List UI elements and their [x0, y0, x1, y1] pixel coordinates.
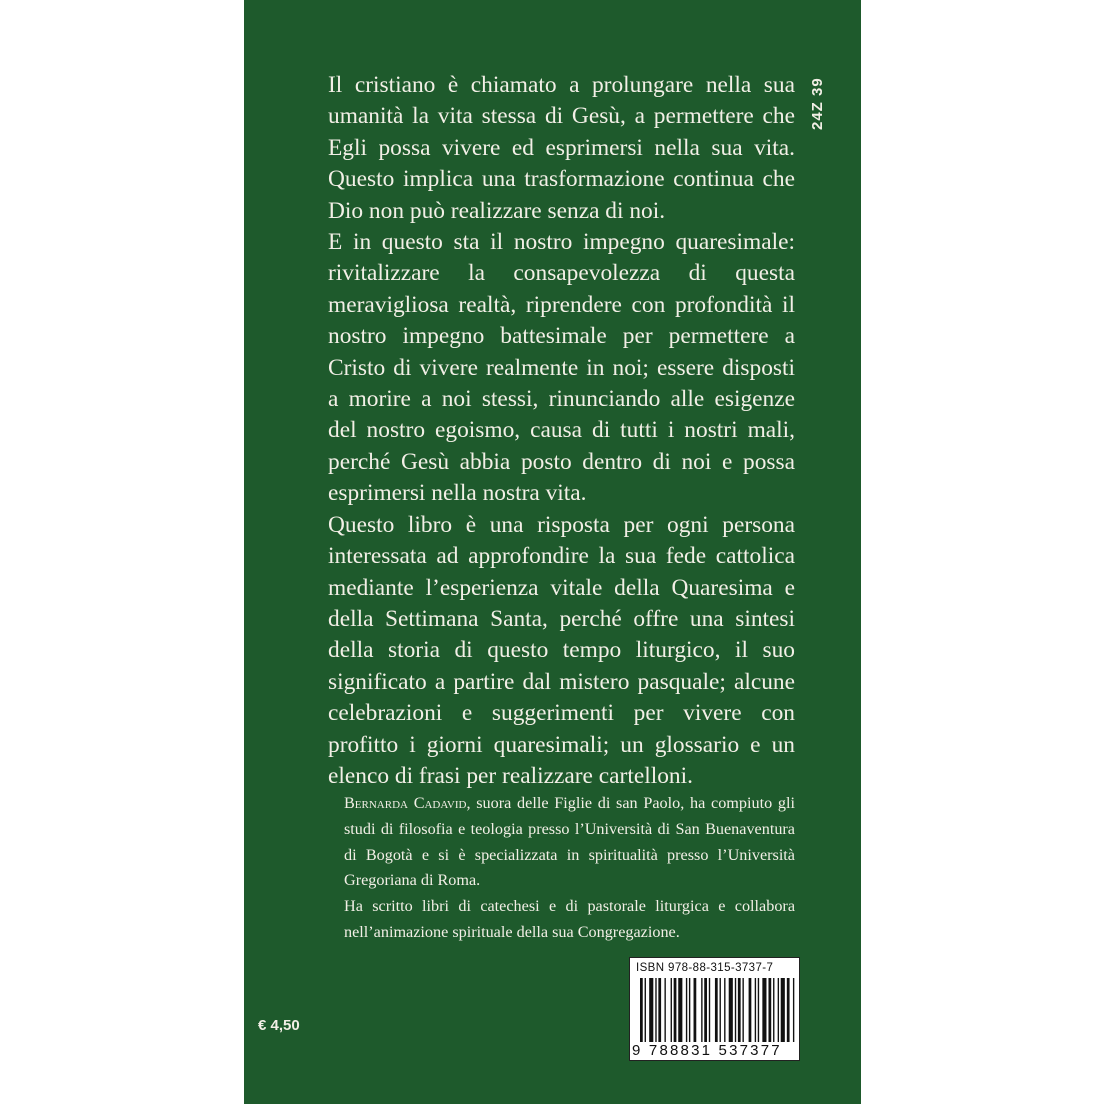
isbn-label: ISBN 978-88-315-3737-7	[636, 962, 774, 974]
barcode-box	[629, 957, 800, 1061]
author-bio-paragraph-2: Ha scritto libri di catechesi e di pastorale liturgica e collabora nell’animazione spirituale della sua Congregazione.	[344, 897, 795, 941]
barcode-bars	[640, 978, 796, 1042]
catalog-code: 24Z 39	[809, 77, 826, 131]
author-bio-text: , suora delle Figlie di san Paolo, ha compiuto gli studi di filosofia e teologia presso l’Università di San Buenaventura di Bogotà e si è specializzata in spiritualità presso l’Università Gregoriana di Roma.	[344, 794, 795, 890]
book-back-cover	[244, 0, 861, 1104]
author-bio-paragraph-1	[344, 791, 795, 894]
author-name: Bernarda Cadavid	[344, 794, 467, 812]
barcode-digits: 9 788831 537377	[632, 1042, 782, 1059]
blurb-paragraph-1: Il cristiano è chiamato a prolungare nella sua umanità la vita stessa di Gesù, a permettere che Egli possa vivere ed esprimersi nella sua vita. Questo implica una trasformazione continua che Dio non può realizzare senza di noi.	[328, 72, 795, 224]
author-bio	[344, 791, 795, 946]
blurb-text	[328, 70, 795, 792]
blurb-paragraph-2: E in questo sta il nostro impegno quaresimale: rivitalizzare la consapevolezza di questa meravigliosa realtà, riprendere con profondità il nostro impegno battesimale per permettere a Cristo di vivere realmente in noi; essere disposti a morire a noi stessi, rinunciando alle esigenze del nostro egoismo, causa di tutti i nostri mali, perché Gesù abbia posto dentro di noi e possa esprimersi nella nostra vita.	[328, 229, 795, 507]
blurb-paragraph-3: Questo libro è una risposta per ogni persona interessata ad approfondire la sua fede cattolica mediante l’esperienza vitale della Quaresima e della Settimana Santa, perché offre una sintesi della storia di questo tempo liturgico, il suo significato a partire dal mistero pasquale; alcune celebrazioni e suggerimenti per vivere con profitto i giorni quaresimali; un glossario e un elenco di frasi per realizzare cartelloni.	[328, 511, 795, 789]
price-label: € 4,50	[258, 1017, 300, 1034]
